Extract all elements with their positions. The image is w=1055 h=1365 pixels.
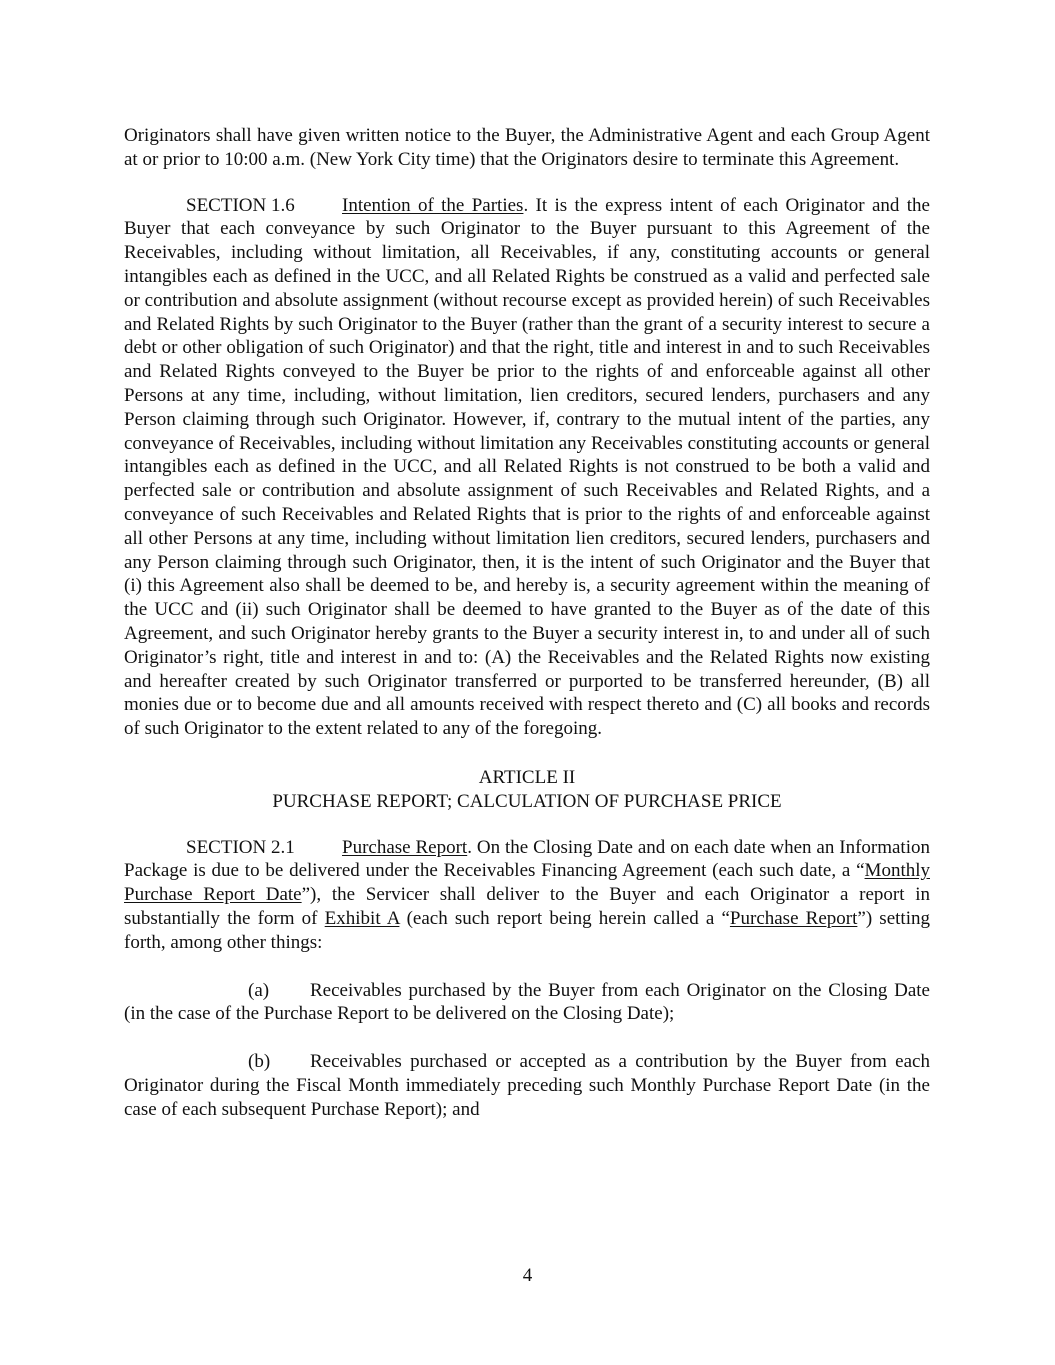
article-number: ARTICLE II	[478, 766, 576, 788]
section-1-6-number: SECTION 1.6	[186, 194, 295, 216]
list-item-label: (b)	[248, 1051, 271, 1073]
list-item	[124, 1050, 930, 1121]
section-2-1-title: Purchase Report	[342, 836, 468, 858]
section-1-6-paragraph	[124, 194, 930, 741]
list-item-label: (a)	[248, 979, 270, 1001]
page-number: 4	[522, 1265, 533, 1286]
continuation-text: Originators shall have given written notice to the Buyer, the Administrative Agent and each Group Agent at or prior to 10:00 a.m. (New York City time) that the Originators desire to terminate this Agreement.	[124, 125, 930, 170]
section-2-1-text-d: ”) setting forth, among other things:	[124, 907, 930, 953]
section-2-1-text-c: (each such report being herein called a “	[399, 907, 730, 929]
section-1-6-body: . It is the express intent of each Originator and the Buyer that each conveyance by such Originator to the Buyer pursuant to this Agreement of the Receivables, including without limitation, all Receivables, if any, constituting accounts or general intangibles each as defined in the UCC, and all Related Rights be construed as a valid and perfected sale or contribution and absolute assignment (without recourse except as provided herein) of such Receivables and Related Rights by such Originator to the Buyer (rather than the grant of a security interest to secure a debt or other obligation of such Originator) and that the right, title and interest in and to such Receivables and Related Rights conveyed to the Buyer be prior to the rights of and enforceable against all other Persons at any time, including, without limitation, lien creditors, secured lenders, purchasers and any Person claiming through such Originator. However, if, contrary to the mutual intent of the parties, any conveyance of Receivables, including without limitation any Receivables constituting accounts or general intangibles each as defined in the UCC, and all Related Rights is not construed to be both a valid and perfected sale or contribution and absolute assignment of such Receivables and Related Rights, and a conveyance of such Receivables and Related Rights that is prior to the rights of and enforceable against all other Persons at any time, including without limitation lien creditors, secured lenders, purchasers and any Person claiming through such Originator, then, it is the intent of such Originator and the Buyer that (i) this Agreement also shall be deemed to be, and hereby is, a security agreement within the meaning of the UCC and (ii) such Originator shall be deemed to have granted to the Buyer as of the date of this Agreement, and such Originator hereby grants to the Buyer a security interest in, to and under all of such Originator’s right, title and interest in and to: (A) the Receivables and the Related Rights now existing and hereafter created by such Originator transferred or purported to be transferred hereunder, (B) all monies due or to become due and all amounts received with respect thereto and (C) all books and records of such Originator to the extent related to any of the foregoing.	[124, 194, 930, 740]
list-item-text: Receivables purchased or accepted as a contribution by the Buyer from each Originator during the Fiscal Month immediately preceding such Monthly Purchase Report Date (in the case of each subsequent Purchase Report); and	[124, 1051, 930, 1120]
list-item	[124, 979, 930, 1027]
purchase-report-term: Purchase Report	[729, 907, 858, 929]
list-item-text: Receivables purchased by the Buyer from each Originator on the Closing Date (in the case of the Purchase Report to be delivered on the Closing Date);	[124, 979, 930, 1025]
section-2-1-text-a: . On the Closing Date and on each date when an Information Package is due to be delivered under the Receivables Financing Agreement (each such date, a “	[124, 836, 930, 882]
document-page	[124, 124, 930, 1121]
section-2-1-number: SECTION 2.1	[186, 836, 295, 858]
monthly-purchase-report-date-term: Monthly Purchase Report Date	[124, 860, 930, 906]
exhibit-a-reference: Exhibit A	[324, 907, 400, 929]
continuation-paragraph	[124, 124, 930, 172]
article-title: PURCHASE REPORT; CALCULATION OF PURCHASE PRICE	[272, 790, 782, 812]
section-2-1-paragraph	[124, 836, 930, 955]
section-1-6-title: Intention of the Parties	[342, 194, 524, 216]
section-2-1-text-b: ”), the Servicer shall deliver to the Buyer and each Originator a report in substantially the form of	[124, 884, 930, 929]
article-heading	[124, 766, 930, 814]
